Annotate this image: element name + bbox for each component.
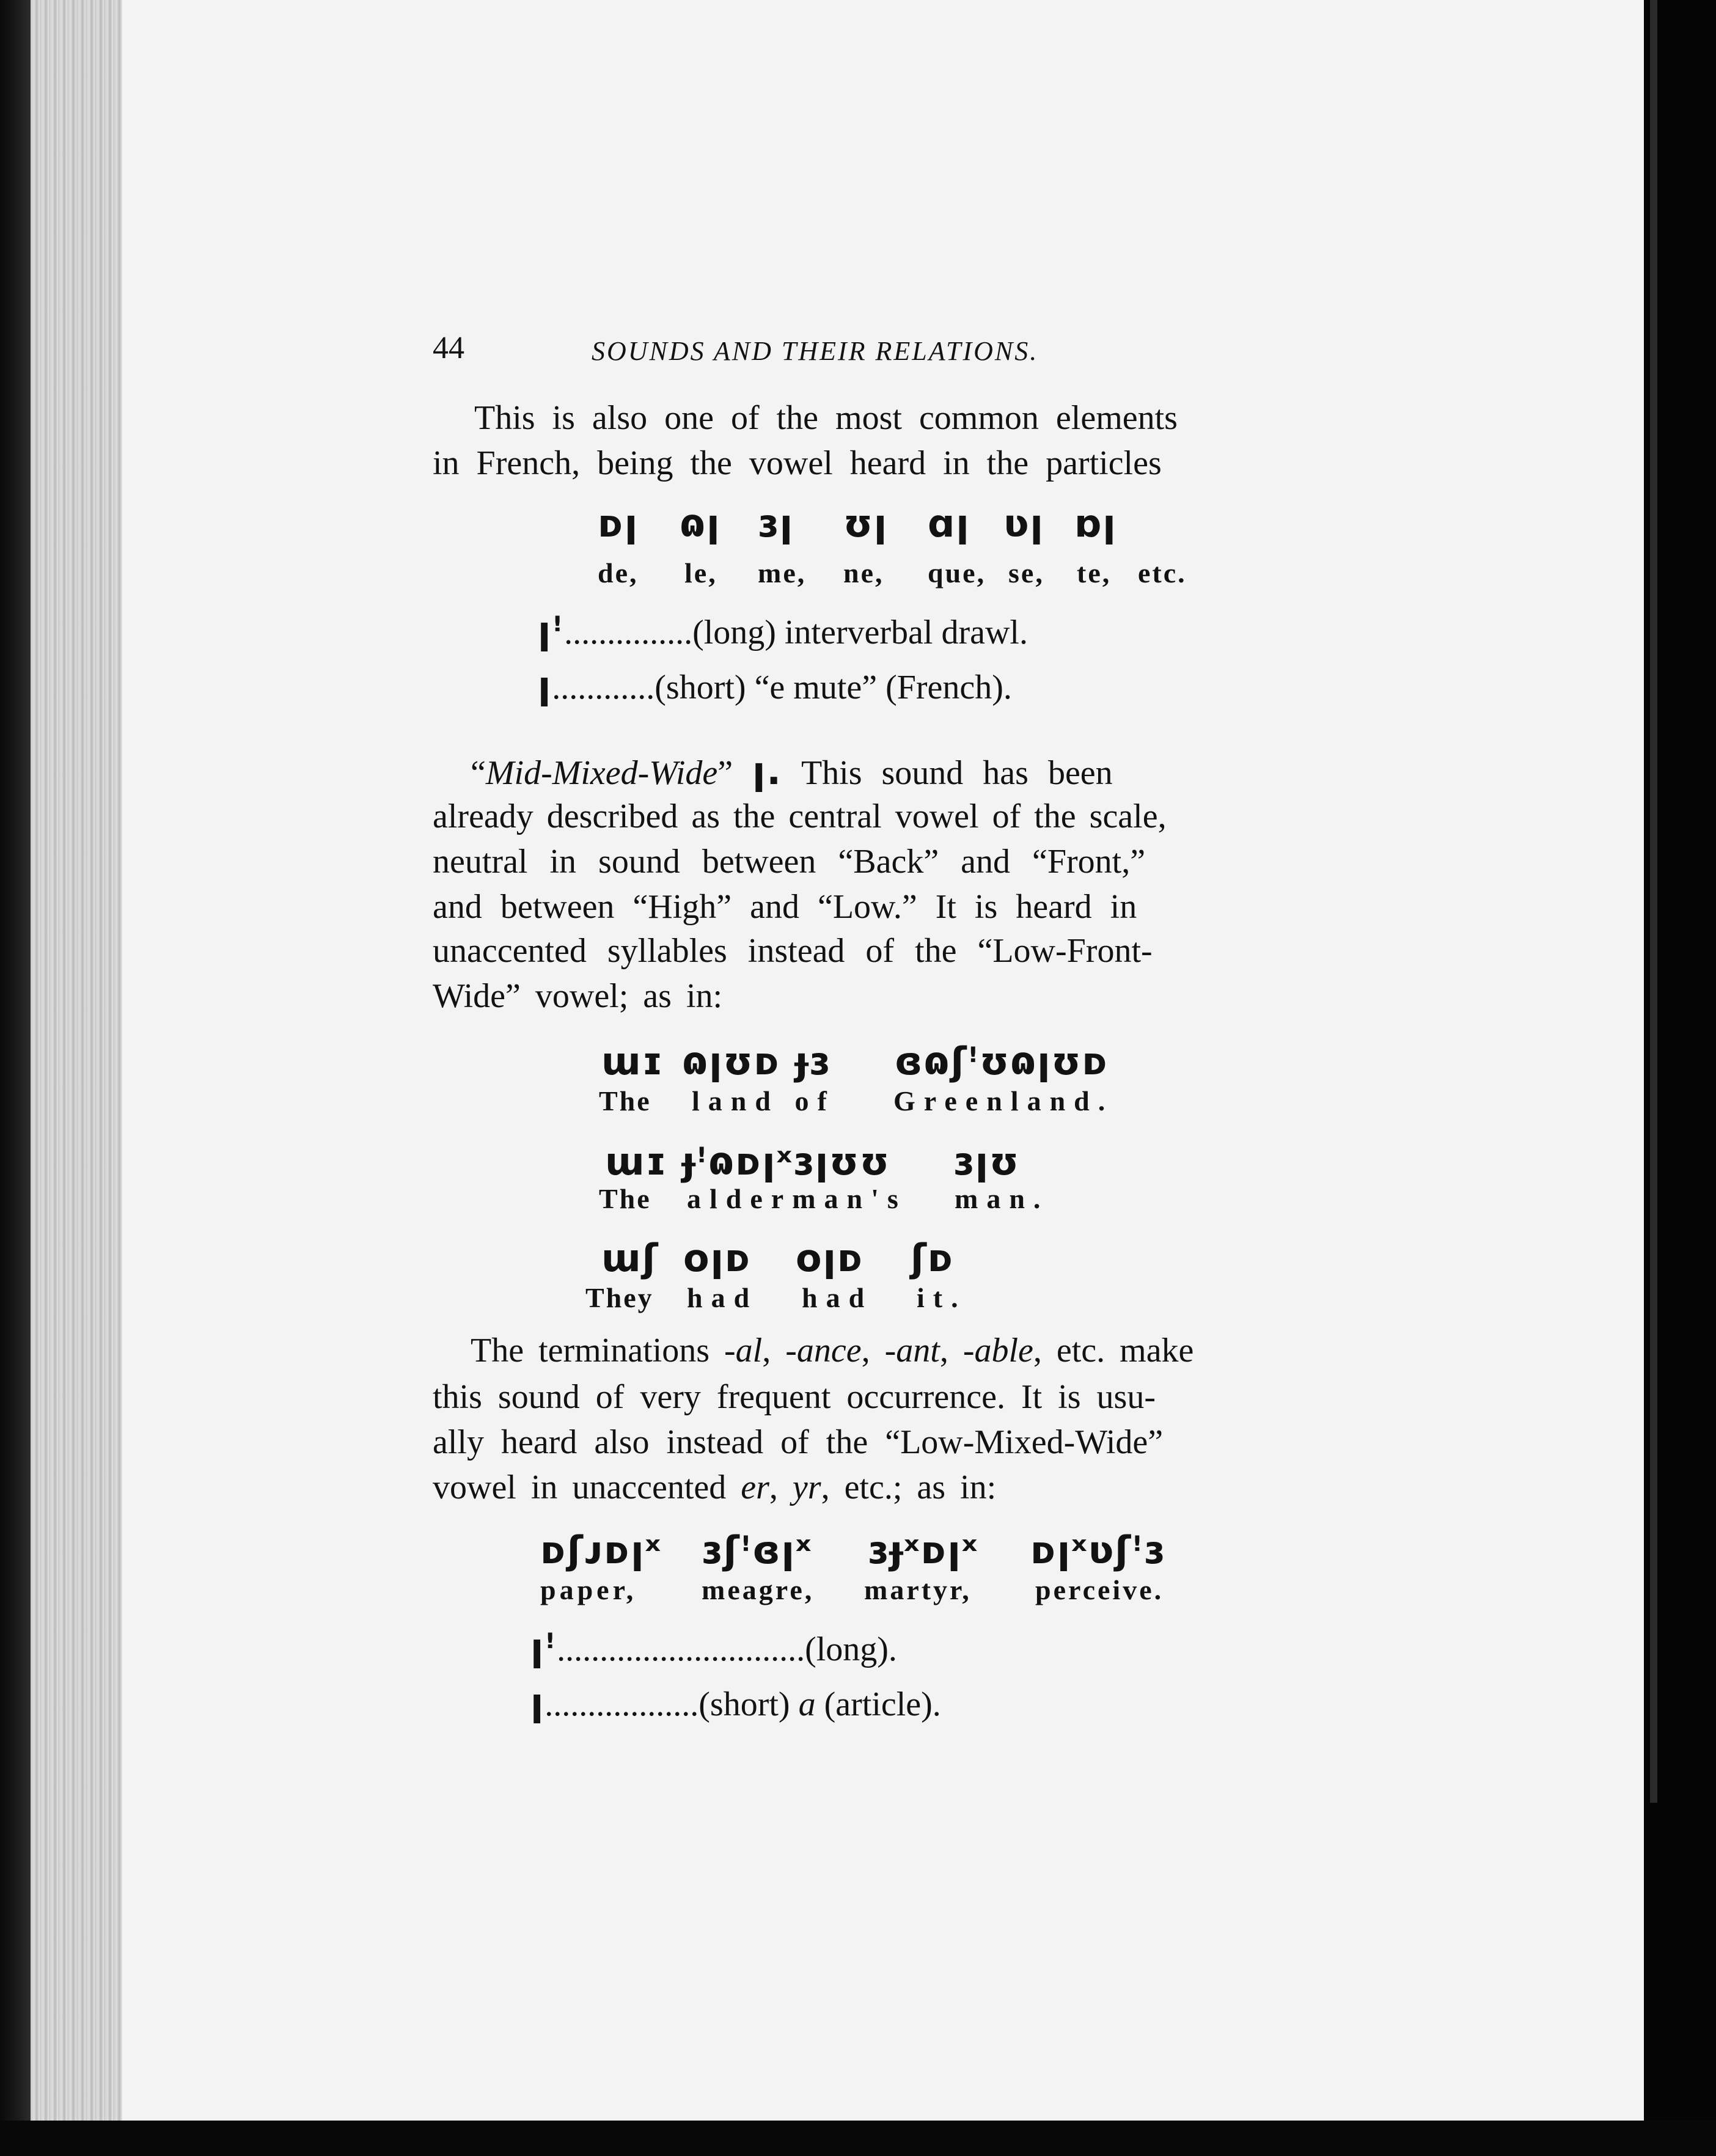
definition-text: (article).	[815, 1685, 941, 1723]
gloss-word: Greenland.	[893, 1085, 1114, 1116]
paragraph-1-line-2: in French, being the vowel heard in the particles	[433, 444, 1162, 482]
book-page	[122, 0, 1644, 2121]
text: ,	[939, 1332, 963, 1370]
paragraph-2-line-3: neutral in sound between “Back” and “Front,”	[433, 843, 1146, 881]
phonetic-symbol: ɜꞁʊ	[953, 1139, 1020, 1184]
phonetic-symbol: ᴏꞁᴅ	[796, 1236, 864, 1280]
gloss-word: se,	[1008, 557, 1044, 588]
paragraph-2-line-1	[471, 749, 1113, 795]
gloss-word: de,	[598, 557, 639, 588]
phonetic-symbol: ɯɪ	[605, 1139, 668, 1184]
paragraph-3-line-3: ally heard also instead of the “Low-Mixed-Wide”	[433, 1423, 1164, 1461]
phonetic-symbol: ᴅꞁˣʋʃꜝɜ	[1030, 1528, 1166, 1572]
text: , etc. make	[1033, 1332, 1194, 1370]
paragraph-2-line-1-rest: This sound has been	[801, 754, 1113, 792]
suffix-er: er	[741, 1469, 769, 1506]
gloss-word: The	[599, 1183, 651, 1214]
gloss-word: perceive.	[1035, 1574, 1164, 1605]
close-quote: ”	[717, 754, 733, 792]
phonetic-symbol: ꞁ.	[752, 749, 782, 793]
gloss-word: land of	[692, 1085, 835, 1116]
article-a: a	[798, 1685, 816, 1723]
phonetic-symbol: ɷꞁ	[680, 501, 721, 546]
leader-dots: .............................	[557, 1630, 805, 1668]
paragraph-2-line-2: already described as the central vowel of the scale,	[433, 798, 1167, 835]
text: , etc.; as in:	[821, 1469, 997, 1506]
phonetic-symbol: ʋꞁ	[1003, 501, 1044, 546]
phonetic-symbol: ɜɟˣᴅꞁˣ	[868, 1528, 979, 1572]
definition-e-mute	[538, 664, 1012, 710]
open-quote: “	[471, 754, 486, 792]
leader-dots: ...............	[564, 614, 693, 651]
definition-long-drawl	[538, 609, 1028, 654]
text: ,	[769, 1469, 793, 1506]
phonetic-symbol: ᴅꞁ	[598, 501, 639, 546]
paragraph-3-line-2: this sound of very frequent occurrence. It is usu-	[433, 1378, 1156, 1416]
gloss-word: me,	[758, 557, 807, 588]
definition-text: (short)	[698, 1685, 799, 1723]
gloss-word: que,	[928, 557, 986, 588]
gloss-word: man.	[955, 1183, 1049, 1214]
gloss-word: ne,	[843, 557, 884, 588]
right-page-edge	[1650, 0, 1657, 1803]
phonetic-symbol: ɒꞁ	[1074, 501, 1117, 546]
phonetic-symbol: ʊꞁ	[843, 501, 889, 546]
bottom-scan-edge	[0, 2121, 1716, 2156]
leader-dots: ............	[552, 669, 655, 706]
definition-text: (short) “e mute” (French).	[654, 669, 1012, 706]
gloss-word: had	[687, 1282, 758, 1313]
text: ,	[762, 1332, 786, 1370]
suffix-ant: -ant	[884, 1332, 940, 1370]
page-stack-edges	[31, 0, 122, 2156]
gloss-word: had	[802, 1282, 873, 1313]
paragraph-3-line-1	[471, 1329, 1194, 1373]
gloss-word: They	[585, 1282, 654, 1313]
phonetic-symbol: ɜꞁ	[758, 501, 794, 546]
phonetic-symbol: ᴏꞁᴅ	[683, 1236, 752, 1280]
text: vowel in unaccented	[433, 1469, 741, 1506]
gloss-word: etc.	[1138, 557, 1187, 588]
gloss-word: The	[599, 1085, 651, 1116]
phonetic-symbol: ꞁꜝ	[538, 608, 565, 653]
gloss-word: martyr,	[864, 1574, 972, 1605]
gloss-word: le,	[684, 557, 717, 588]
phonetic-symbol: ꞁꜝ	[530, 1625, 557, 1670]
suffix-yr: yr	[792, 1469, 821, 1506]
gloss-word: paper,	[540, 1574, 637, 1605]
suffix-able: -able	[963, 1332, 1033, 1370]
phonetic-symbol: ɜʃꜝɞꞁˣ	[702, 1528, 813, 1572]
definition-text: (long).	[805, 1630, 897, 1668]
term-mid-mixed-wide: Mid-Mixed-Wide	[485, 754, 718, 792]
page-number: 44	[433, 331, 464, 365]
phonetic-symbol: ɑꞁ	[928, 501, 970, 546]
leader-dots: ..................	[544, 1685, 699, 1723]
gloss-word: alderman's	[687, 1183, 907, 1214]
paragraph-3-line-4	[433, 1465, 996, 1509]
book-spine-shadow	[0, 0, 31, 2156]
suffix-ance: -ance	[785, 1332, 862, 1370]
running-title: SOUNDS AND THEIR RELATIONS.	[592, 336, 1039, 366]
paragraph-2-line-6: Wide” vowel; as in:	[433, 977, 723, 1015]
paragraph-1-line-1: This is also one of the most common elements	[474, 399, 1178, 437]
definition-long	[530, 1626, 897, 1671]
text: The terminations	[471, 1332, 725, 1370]
phonetic-symbol: ɯʃ	[601, 1236, 659, 1280]
gloss-word: meagre,	[702, 1574, 815, 1605]
paragraph-2-line-5: unaccented syllables instead of the “Low-Front-	[433, 932, 1153, 970]
definition-text: (long) interverbal drawl.	[692, 614, 1028, 651]
phonetic-symbol: ɞɷʃꜝʊɷꞁʊᴅ	[895, 1039, 1109, 1084]
definition-article	[530, 1681, 941, 1726]
phonetic-symbol: ꞁ	[530, 1680, 545, 1725]
phonetic-symbol: ɷꞁʊᴅ ɟɜ	[682, 1039, 831, 1084]
phonetic-symbol: ꞁ	[538, 663, 552, 708]
phonetic-symbol: ɟꜝɷᴅꞁˣɜꞁʊʊ	[682, 1139, 890, 1184]
gloss-word: it.	[917, 1282, 967, 1313]
text: ,	[861, 1332, 885, 1370]
phonetic-symbol: ɯɪ	[601, 1039, 664, 1084]
suffix-al: -al	[724, 1332, 763, 1370]
paragraph-2-line-4: and between “High” and “Low.” It is heard in	[433, 888, 1137, 926]
phonetic-symbol: ʃᴅ	[911, 1236, 955, 1280]
gloss-word: te,	[1077, 557, 1112, 588]
phonetic-symbol: ᴅʃᴊᴅꞁˣ	[540, 1528, 662, 1572]
